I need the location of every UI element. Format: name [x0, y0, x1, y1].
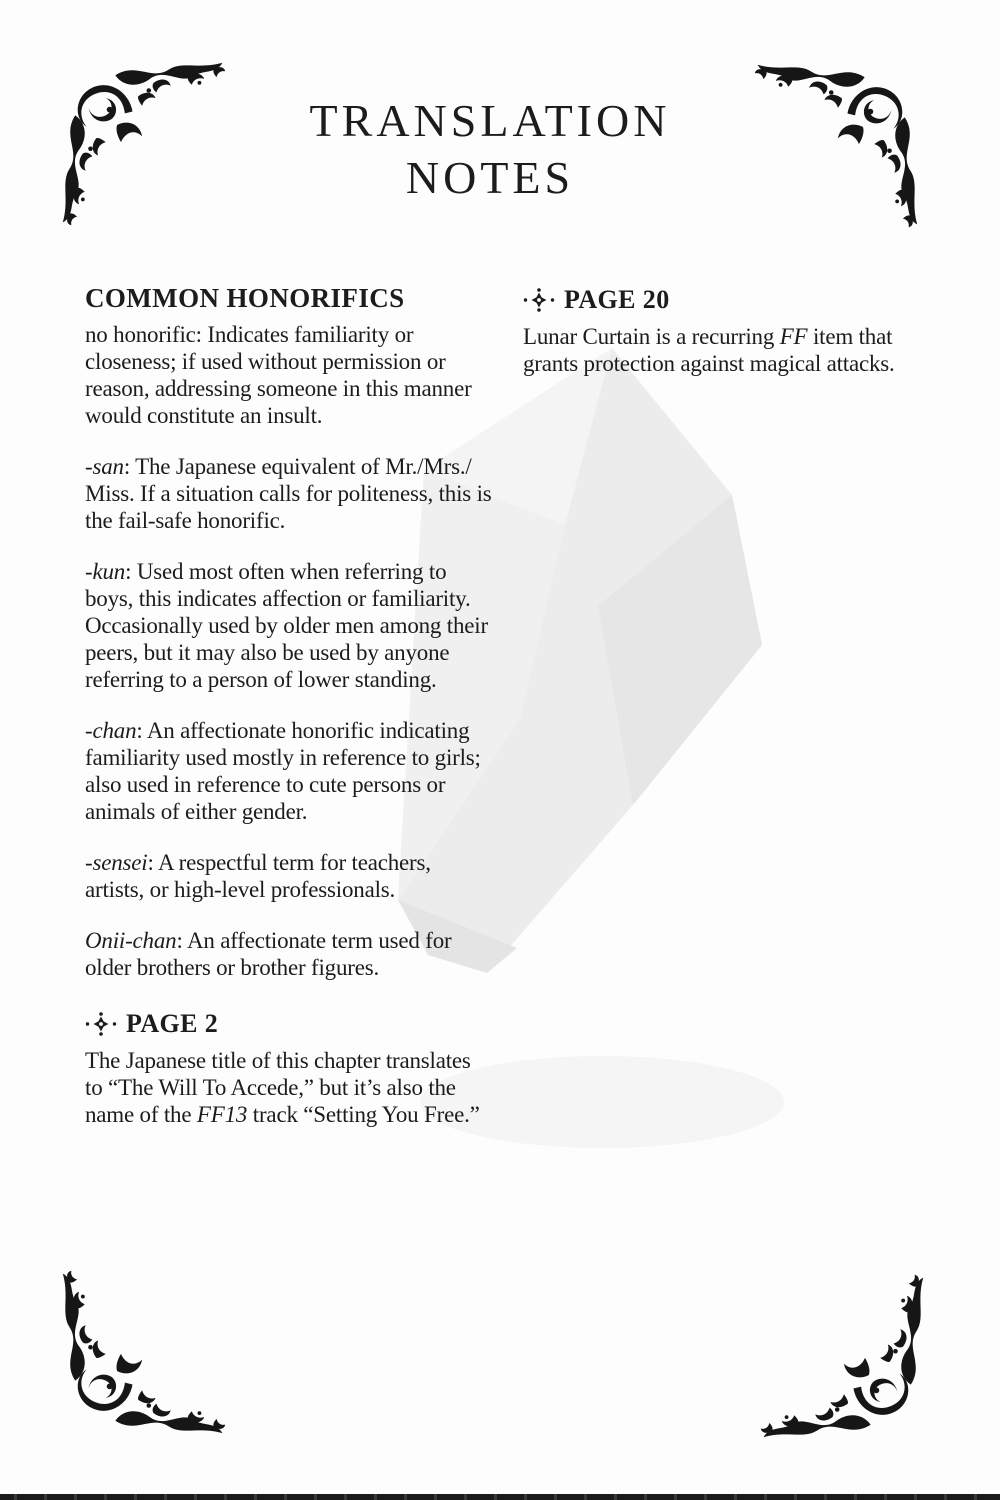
honorifics-heading: COMMON HONORIFICS	[85, 283, 405, 313]
note-page-20-heading	[523, 285, 931, 315]
note-page-2	[85, 1009, 493, 1128]
floral-corner-ornament-icon	[756, 1270, 928, 1442]
page-title-line2: NOTES	[405, 152, 575, 203]
note-page-2-label: PAGE 2	[126, 1009, 219, 1038]
note-page-20	[523, 285, 931, 377]
left-column	[85, 283, 493, 1128]
note-page-20-label: PAGE 20	[564, 285, 670, 314]
compass-dot-ornament-icon	[523, 287, 555, 313]
honorific-entry: -chan: An affectionate honorific indicating familiarity used mostly in reference to girls; also used in reference to cute persons or animals of either gender.	[85, 718, 481, 824]
honorific-entry: Onii-chan: An affectionate term used for older brothers or brother figures.	[85, 928, 452, 980]
note-page-2-text: The Japanese title of this chapter translates to “The Will To Accede,” but it’s also the name of the FF13 track “Setting You Free.”	[85, 1048, 480, 1127]
right-column	[523, 285, 931, 377]
honorific-entry: -sensei: A respectful term for teachers, artists, or high-level professionals.	[85, 850, 431, 902]
note-page-20-text: Lunar Curtain is a recurring FF item that grants protection against magical attacks.	[523, 324, 895, 376]
floral-corner-ornament-icon	[58, 1266, 230, 1438]
page-bottom-edge	[0, 1494, 1000, 1500]
honorific-entry: -san: The Japanese equivalent of Mr./Mrs./​Miss. If a situation calls for politeness, this is the fail-safe honorific.	[85, 454, 492, 533]
page-title-line1: TRANSLATION	[309, 95, 671, 146]
honorific-entry: -kun: Used most often when referring to boys, this indicates affection or familiarity. Occasionally used by older men among their peers, but it may also be used by anyone referring to a person of lower standing.	[85, 559, 488, 692]
note-page-2-heading	[85, 1009, 493, 1039]
honorific-entry: no honorific: Indicates familiarity or closeness; if used without permission or reason, addressing someone in this manner would constitute an insult.	[85, 322, 472, 428]
page-title	[0, 92, 980, 206]
compass-dot-ornament-icon	[85, 1011, 117, 1037]
